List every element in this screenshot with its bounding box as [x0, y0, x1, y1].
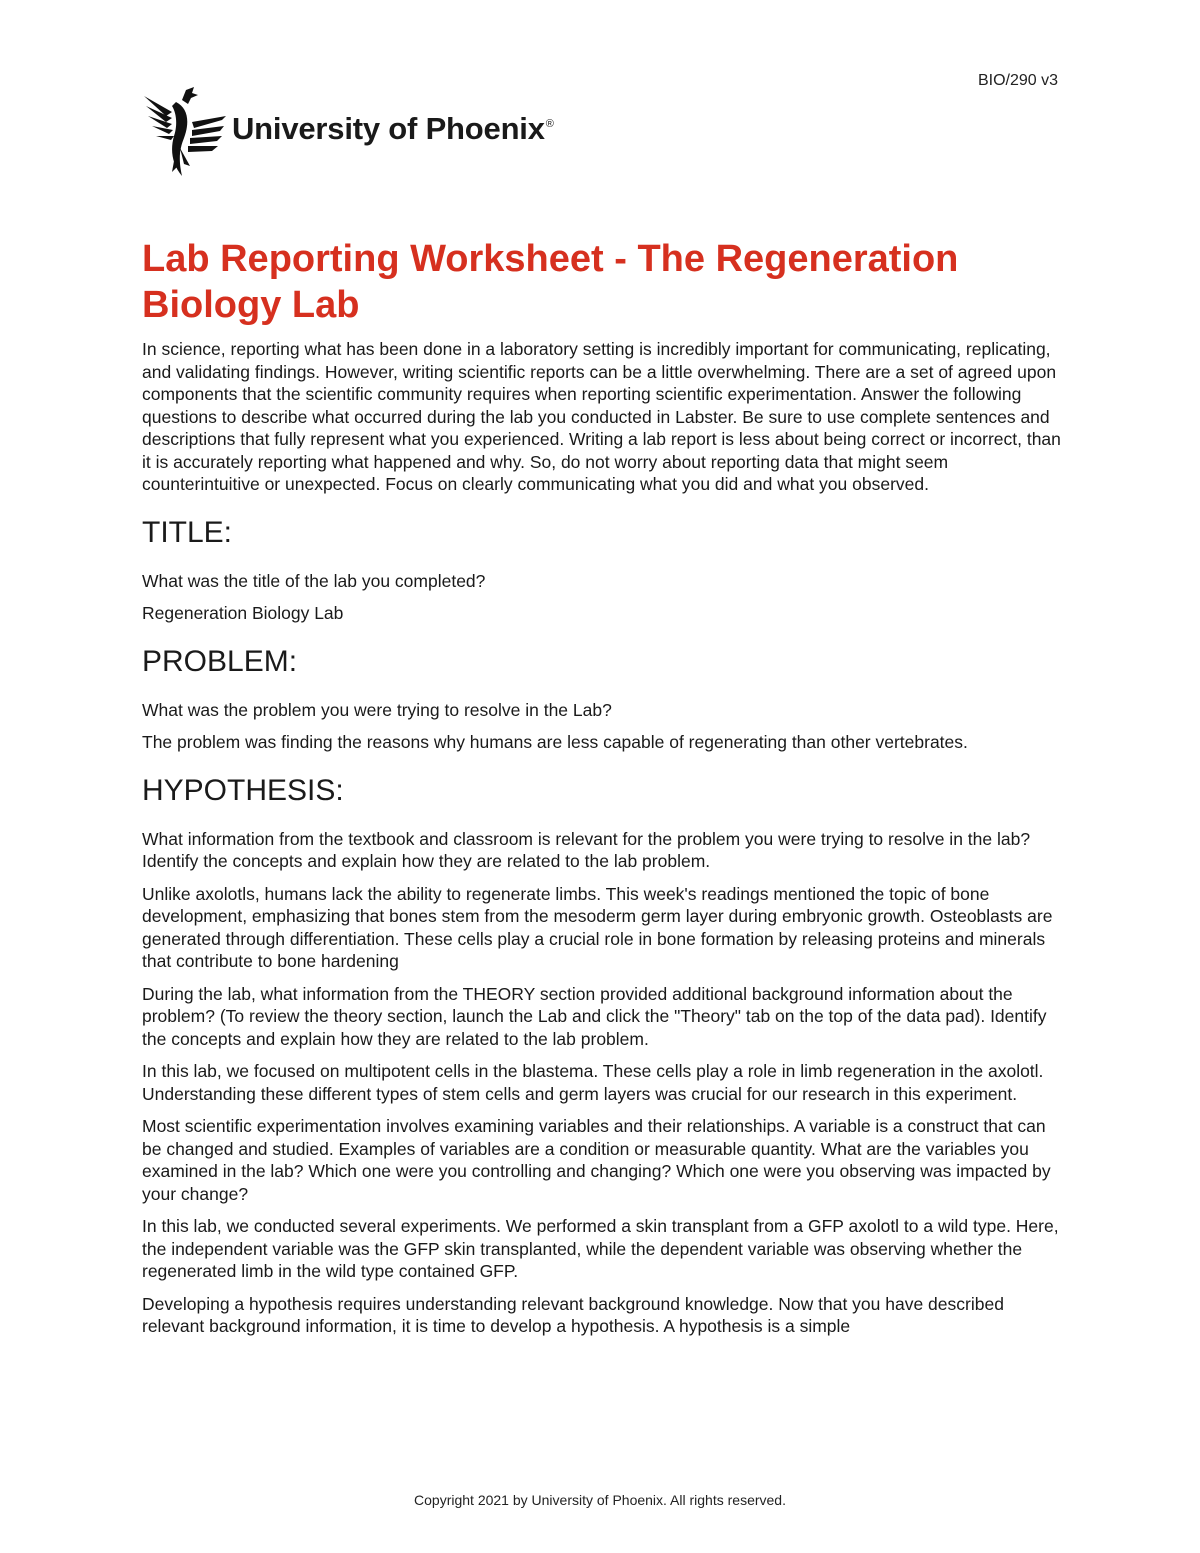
- hypothesis-answer-1: Unlike axolotls, humans lack the ability to regenerate limbs. This week's readings mentioned the topic of bone development, emphasizing that bones stem from the mesoderm germ layer during embryonic growth. Osteoblasts are generated through differentiation. These cells play a crucial role in bone formation by releasing proteins and minerals that contribute to bone hardening: [142, 883, 1053, 971]
- hypothesis-question-4: Developing a hypothesis requires understanding relevant background knowledge. Now that you have described relevant background information, it is time to develop a hypothesis. A hypothesis is a simple: [142, 1293, 1004, 1336]
- copyright-footer: Copyright 2021 by University of Phoenix. All rights reserved.: [414, 1492, 786, 1508]
- title-heading: TITLE:: [142, 515, 233, 549]
- worksheet-content: [142, 236, 1062, 1348]
- problem-question: What was the problem you were trying to resolve in the Lab?: [142, 699, 612, 720]
- problem-heading: PROBLEM:: [142, 644, 298, 678]
- course-code: BIO/290 v3: [977, 72, 1058, 89]
- hypothesis-question-2: During the lab, what information from the THEORY section provided additional background information about the problem? (To review the theory section, launch the Lab and click the "Theory" tab on the top of the data pad). Identify the concepts and explain how they are related to the lab problem.: [142, 983, 1047, 1049]
- university-logo: [142, 86, 554, 178]
- problem-answer: The problem was finding the reasons why humans are less capable of regenerating than other vertebrates.: [142, 732, 968, 752]
- document-title: Lab Reporting Worksheet - The Regeneration Biology Lab: [142, 238, 959, 326]
- logo-text: University of Phoenix®: [232, 111, 554, 146]
- hypothesis-answer-2: In this lab, we focused on multipotent cells in the blastema. These cells play a role in limb regeneration in the axolotl. Understanding these different types of stem cells and germ layers was crucial for our research in this experiment.: [142, 1061, 1044, 1104]
- intro-paragraph: In science, reporting what has been done in a laboratory setting is incredibly important for communicating, replicating, and validating findings. However, writing scientific reports can be a little overwhelming. There are a set of agreed upon components that the scientific community requires when reporting scientific experimentation. Answer the following questions to describe what occurred during the lab you conducted in Labster. Be sure to use complete sentences and descriptions that fully represent what you experienced. Writing a lab report is less about being correct or incorrect, than it is accurately reporting what happened and why. So, do not worry about reporting data that might seem counterintuitive or unexpected. Focus on clearly communicating what you did and what you observed.: [142, 339, 1061, 494]
- hypothesis-question-1: What information from the textbook and classroom is relevant for the problem you were trying to resolve in the lab? Identify the concepts and explain how they are related to the lab problem.: [142, 828, 1031, 871]
- phoenix-bird-icon: [142, 86, 226, 178]
- title-answer: Regeneration Biology Lab: [142, 603, 344, 623]
- hypothesis-question-3: Most scientific experimentation involves examining variables and their relationships. A variable is a construct that can be changed and studied. Examples of variables are a condition or measurable quantity. What are the variables you examined in the lab? Which one were you controlling and changing? Which one were you observing was impacted by your change?: [142, 1116, 1051, 1204]
- hypothesis-heading: HYPOTHESIS:: [142, 773, 344, 807]
- hypothesis-answer-3: In this lab, we conducted several experiments. We performed a skin transplant from a GFP axolotl to a wild type. Here, the independent variable was the GFP skin transplanted, while the dependent variable was observing whether the regenerated limb in the wild type contained GFP.: [142, 1216, 1059, 1281]
- title-question: What was the title of the lab you completed?: [142, 570, 486, 591]
